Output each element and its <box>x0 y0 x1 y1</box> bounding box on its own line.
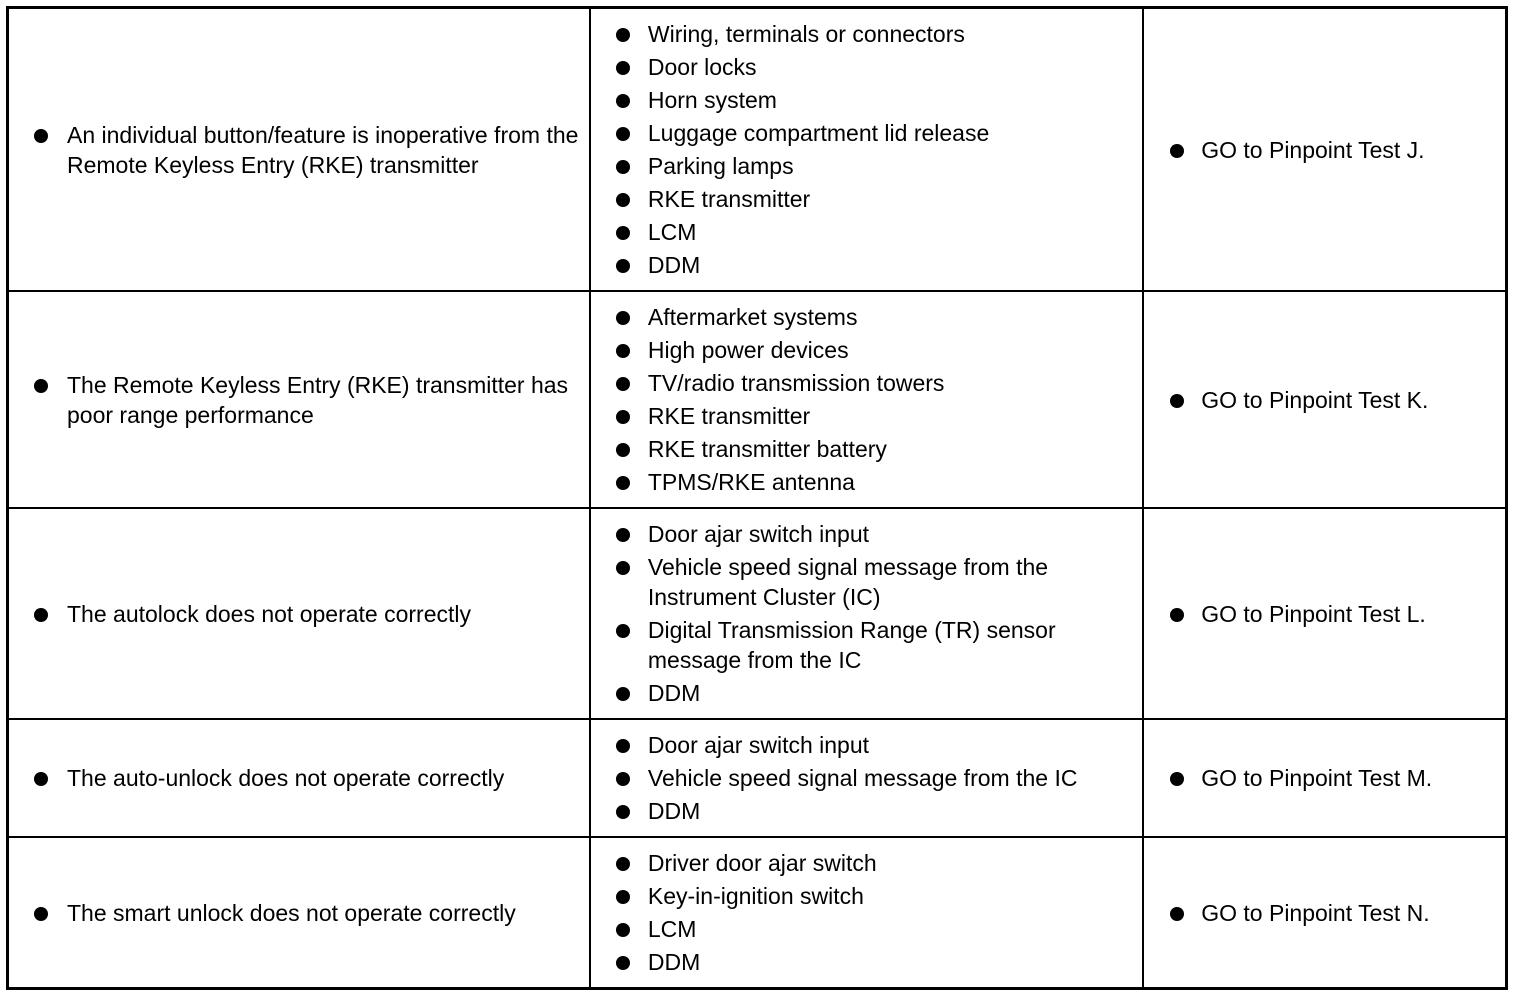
symptom-item <box>9 599 589 629</box>
source-item <box>591 151 1142 181</box>
bullet-icon <box>616 127 630 141</box>
bullet-icon <box>34 907 48 921</box>
action-item <box>1144 763 1505 793</box>
bullet-icon <box>616 160 630 174</box>
action-text: GO to Pinpoint Test M. <box>1201 765 1433 791</box>
action-cell <box>1143 291 1506 508</box>
action-text: GO to Pinpoint Test L. <box>1201 600 1426 627</box>
bullet-icon <box>34 379 48 393</box>
possible-source-cell <box>590 8 1143 292</box>
source-text: LCM <box>647 916 697 942</box>
action-cell <box>1143 508 1506 719</box>
source-text: Driver door ajar switch <box>647 850 877 876</box>
symptom-text: The autolock does not operate correctly <box>67 600 472 627</box>
action-item <box>1144 385 1505 415</box>
source-text: Luggage compartment lid release <box>647 120 990 146</box>
source-item <box>591 118 1142 148</box>
table-row <box>8 837 1507 989</box>
source-text: DDM <box>647 798 701 824</box>
source-text: Door locks <box>647 54 757 80</box>
bullet-icon <box>616 923 630 937</box>
possible-source-cell <box>590 508 1143 719</box>
bullet-icon <box>616 805 630 819</box>
symptom-cell <box>8 8 590 292</box>
source-text: Vehicle speed signal message from the Instrument Cluster (IC) <box>647 554 1049 610</box>
source-item <box>591 368 1142 398</box>
bullet-icon <box>616 311 630 325</box>
table-row <box>8 508 1507 719</box>
symptom-text: The smart unlock does not operate correctly <box>67 899 516 926</box>
symptom-item <box>9 898 589 928</box>
bullet-icon <box>616 410 630 424</box>
source-text: Wiring, terminals or connectors <box>647 21 965 47</box>
symptom-text: An individual button/feature is inoperative from the Remote Keyless Entry (RKE) transmitter <box>67 121 579 178</box>
symptom-text: The Remote Keyless Entry (RKE) transmitter has poor range performance <box>67 371 569 428</box>
bullet-icon <box>616 344 630 358</box>
table-row <box>8 8 1507 292</box>
bullet-icon <box>616 739 630 753</box>
bullet-icon <box>616 687 630 701</box>
action-cell <box>1143 837 1506 989</box>
symptom-cell <box>8 291 590 508</box>
source-item <box>591 52 1142 82</box>
bullet-icon <box>616 890 630 904</box>
bullet-icon <box>616 476 630 490</box>
action-item <box>1144 135 1505 165</box>
source-item <box>591 302 1142 332</box>
source-item <box>591 730 1142 760</box>
possible-source-cell <box>590 837 1143 989</box>
bullet-icon <box>616 94 630 108</box>
source-item <box>591 615 1142 675</box>
symptom-chart-table <box>6 6 1508 990</box>
bullet-icon <box>616 443 630 457</box>
source-item <box>591 914 1142 944</box>
source-text: DDM <box>647 680 701 706</box>
symptom-text: The auto-unlock does not operate correctly <box>67 765 505 791</box>
symptom-item <box>9 763 589 793</box>
bullet-icon <box>616 377 630 391</box>
bullet-icon <box>616 28 630 42</box>
source-text: Digital Transmission Range (TR) sensor message from the IC <box>647 617 1056 673</box>
source-text: DDM <box>647 252 701 278</box>
source-text: TV/radio transmission towers <box>647 370 945 396</box>
bullet-icon <box>616 61 630 75</box>
source-item <box>591 947 1142 977</box>
source-item <box>591 519 1142 549</box>
source-text: Vehicle speed signal message from the IC <box>647 765 1078 791</box>
bullet-icon <box>1170 907 1184 921</box>
source-text: RKE transmitter <box>647 403 811 429</box>
symptom-cell <box>8 719 590 837</box>
action-item <box>1144 599 1505 629</box>
bullet-icon <box>616 561 630 575</box>
symptom-item <box>9 370 589 430</box>
symptom-cell <box>8 837 590 989</box>
source-text: DDM <box>647 949 701 975</box>
source-item <box>591 401 1142 431</box>
bullet-icon <box>616 624 630 638</box>
source-text: Door ajar switch input <box>647 732 870 758</box>
source-item <box>591 434 1142 464</box>
source-item <box>591 552 1142 612</box>
action-text: GO to Pinpoint Test K. <box>1201 386 1429 413</box>
source-text: Horn system <box>647 87 777 113</box>
bullet-icon <box>1170 608 1184 622</box>
source-item <box>591 19 1142 49</box>
source-item <box>591 881 1142 911</box>
source-text: RKE transmitter <box>647 186 811 212</box>
possible-source-cell <box>590 719 1143 837</box>
source-item <box>591 184 1142 214</box>
possible-source-cell <box>590 291 1143 508</box>
action-item <box>1144 898 1505 928</box>
bullet-icon <box>1170 394 1184 408</box>
source-text: Aftermarket systems <box>647 304 858 330</box>
source-item <box>591 678 1142 708</box>
source-item <box>591 467 1142 497</box>
source-text: High power devices <box>647 337 849 363</box>
source-item <box>591 217 1142 247</box>
source-text: LCM <box>647 219 697 245</box>
action-text: GO to Pinpoint Test N. <box>1201 899 1430 926</box>
bullet-icon <box>616 772 630 786</box>
bullet-icon <box>34 772 48 786</box>
source-item <box>591 335 1142 365</box>
action-text: GO to Pinpoint Test J. <box>1201 136 1425 163</box>
bullet-icon <box>616 528 630 542</box>
symptom-item <box>9 120 589 180</box>
source-text: TPMS/RKE antenna <box>647 469 855 495</box>
source-text: Key-in-ignition switch <box>647 883 864 909</box>
source-item <box>591 796 1142 826</box>
action-cell <box>1143 8 1506 292</box>
bullet-icon <box>616 193 630 207</box>
source-item <box>591 250 1142 280</box>
table-row <box>8 719 1507 837</box>
source-text: RKE transmitter battery <box>647 436 887 462</box>
bullet-icon <box>616 857 630 871</box>
bullet-icon <box>1170 144 1184 158</box>
symptom-cell <box>8 508 590 719</box>
bullet-icon <box>34 129 48 143</box>
bullet-icon <box>34 608 48 622</box>
bullet-icon <box>1170 772 1184 786</box>
source-item <box>591 848 1142 878</box>
bullet-icon <box>616 226 630 240</box>
source-text: Door ajar switch input <box>647 521 870 547</box>
bullet-icon <box>616 259 630 273</box>
source-item <box>591 85 1142 115</box>
source-item <box>591 763 1142 793</box>
action-cell <box>1143 719 1506 837</box>
table-row <box>8 291 1507 508</box>
source-text: Parking lamps <box>647 153 794 179</box>
